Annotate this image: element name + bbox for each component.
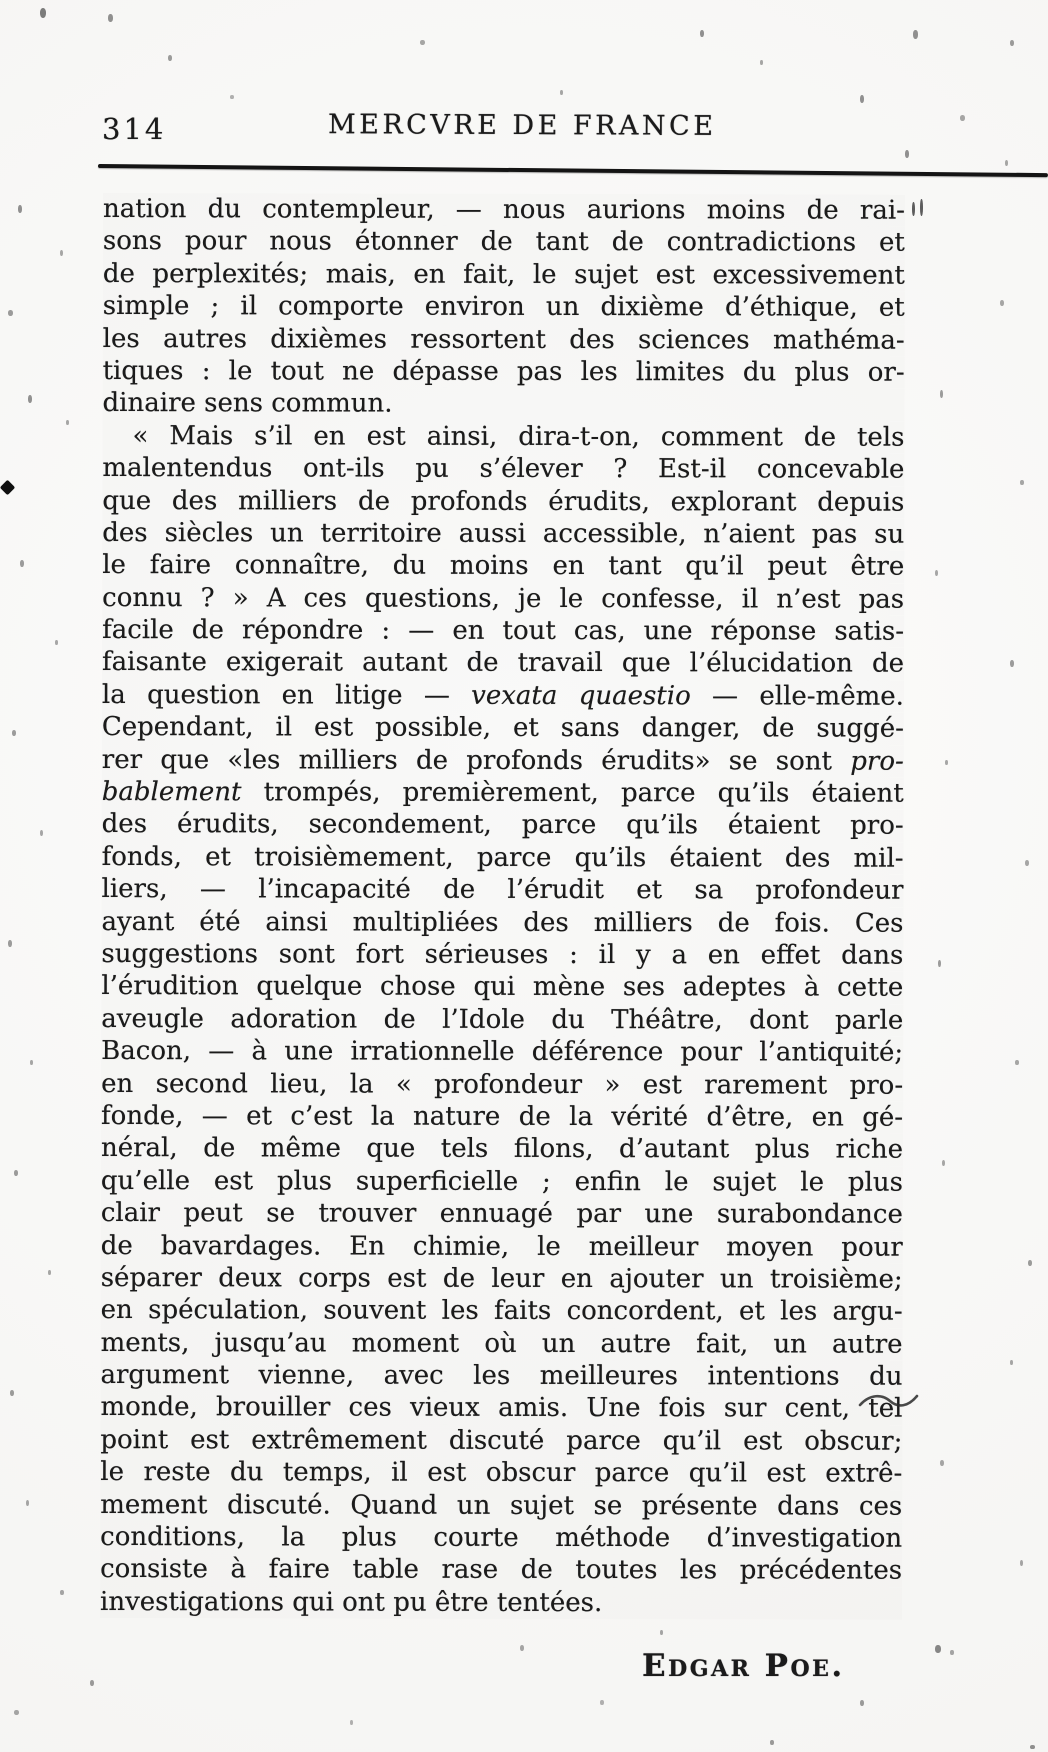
text-line: ments, jusqu’au moment où un autre fait, un autre xyxy=(100,1327,903,1360)
text-line: « Mais s’il en est ainsi, dira-t-on, comment de tels xyxy=(102,420,904,454)
scan-noise xyxy=(60,250,63,256)
scan-noise xyxy=(40,830,43,836)
scan-noise xyxy=(760,60,763,65)
scan-noise xyxy=(912,202,915,216)
text-line: mement discuté. Quand un sujet se présente dans ces xyxy=(100,1489,903,1522)
scan-noise xyxy=(1028,1260,1032,1266)
text-line: nation du contempleur, — nous aurions moins de rai- xyxy=(102,194,905,226)
scan-noise xyxy=(600,1700,604,1705)
text-line: fonds, et troisièmement, parce qu’ils étaient des mil- xyxy=(101,841,904,874)
scan-noise xyxy=(920,199,923,216)
scan-noise xyxy=(26,1500,29,1506)
scan-noise xyxy=(55,640,58,645)
text-line: suggestions sont fort sérieuses : il y a en effet dans xyxy=(101,938,904,971)
scan-noise xyxy=(90,1680,94,1686)
scan-noise xyxy=(1010,1360,1013,1365)
scan-noise xyxy=(1015,1060,1019,1065)
text-line: clair peut se trouver ennuagé par une surabondance xyxy=(100,1198,903,1230)
margin-diamond-mark xyxy=(0,480,15,496)
scan-noise xyxy=(560,90,563,95)
scan-noise xyxy=(1010,660,1014,667)
scan-noise xyxy=(28,395,32,403)
text-line: de bavardages. En chimie, le meilleur moyen pour xyxy=(100,1230,903,1263)
text-block xyxy=(100,193,905,1620)
margin-squiggle-mark xyxy=(858,1390,920,1414)
scan-noise xyxy=(12,730,16,736)
scan-noise xyxy=(1005,160,1008,166)
text-line: Bacon, — à une irrationnelle déférence pour l’antiquité; xyxy=(101,1036,904,1068)
text-line: point est extrêmement discuté parce qu’il est obscur; xyxy=(100,1424,903,1457)
scan-noise xyxy=(935,1645,941,1653)
text-line: le reste du temps, il est obscur parce qu’il est extrê- xyxy=(100,1457,903,1489)
text-line: bablement trompés, premièrement, parce qu’ils étaient xyxy=(101,777,904,809)
text-line: rer que «les milliers de profonds érudits» se sont pro- xyxy=(101,744,904,777)
header-rule xyxy=(98,164,1048,177)
scan-noise xyxy=(168,55,172,61)
text-line: les autres dixièmes ressortent des sciences mathéma- xyxy=(102,323,905,356)
scan-noise xyxy=(520,1645,524,1651)
scan-noise xyxy=(8,940,12,947)
scan-noise xyxy=(938,960,941,967)
text-line: séparer deux corps est de leur en ajouter un troisième; xyxy=(100,1262,903,1295)
text-line: le faire connaître, du moins en tant qu’il peut être xyxy=(102,550,905,582)
journal-title: MERCVRE DE FRANCE xyxy=(327,109,717,142)
text-line: argument vienne, avec les meilleures intentions du xyxy=(100,1360,903,1392)
scan-noise xyxy=(950,1650,954,1655)
text-line: qu’elle est plus superficielle ; enfin le sujet le plus xyxy=(100,1165,903,1198)
text-line: néral, de même que tels filons, d’autant plus riche xyxy=(100,1133,904,1166)
scan-noise xyxy=(30,1060,33,1065)
text-line: faisante exigerait autant de travail que l’élucidation de xyxy=(101,647,905,680)
scan-noise xyxy=(8,310,13,316)
scan-noise xyxy=(700,30,704,37)
text-line: sons pour nous étonner de tant de contradictions et xyxy=(102,226,905,259)
text-line: des érudits, secondement, parce qu’ils étaient pro- xyxy=(101,809,904,842)
text-line: facile de répondre : — en tout cas, une réponse satis- xyxy=(102,615,905,647)
scan-noise xyxy=(350,1720,353,1725)
scan-noise xyxy=(960,115,965,121)
scan-noise xyxy=(935,570,938,576)
scan-noise xyxy=(14,1170,18,1176)
text-line: conditions, la plus courte méthode d’investigation xyxy=(100,1522,903,1554)
scan-noise xyxy=(20,560,24,567)
text-line: l’érudition quelque chose qui mène ses adeptes à cette xyxy=(101,971,904,1004)
scan-noise xyxy=(48,1270,51,1275)
text-line: investigations qui ont pu être tentées. xyxy=(100,1586,902,1620)
text-line: connu ? » A ces questions, je le confesse, il n’est pas xyxy=(102,582,905,615)
scan-noise xyxy=(420,40,425,45)
text-line: ayant été ainsi multipliées des milliers de fois. Ces xyxy=(101,906,904,939)
text-line: des siècles un territoire aussi accessible, n’aient pas su xyxy=(102,517,905,550)
text-line: consiste à faire table rase de toutes les précédentes xyxy=(100,1554,903,1587)
scan-noise xyxy=(942,1160,945,1166)
scan-noise xyxy=(18,205,22,213)
scan-noise xyxy=(108,14,113,22)
text-line: en spéculation, souvent les faits concordent, et les argu- xyxy=(100,1295,903,1327)
scan-noise xyxy=(1000,300,1004,306)
text-line: aveugle adoration de l’Idole du Théâtre, dont parle xyxy=(101,1003,904,1036)
page-number: 314 xyxy=(102,112,167,146)
scan-noise xyxy=(860,1700,864,1706)
scan-noise xyxy=(1030,1745,1035,1749)
text-line: liers, — l’incapacité de l’érudit et sa profondeur xyxy=(101,874,904,906)
text-line: la question en litige — vexata quaestio — elle-même. xyxy=(101,679,904,712)
scan-noise xyxy=(40,8,46,18)
text-line: monde, brouiller ces vieux amis. Une fois sur cent, tel xyxy=(100,1392,903,1425)
scan-noise xyxy=(940,1460,944,1466)
scan-noise xyxy=(913,30,918,39)
scan-noise xyxy=(60,1590,64,1595)
scan-noise xyxy=(860,95,864,103)
text-line: simple ; il comporte environ un dixième d’éthique, et xyxy=(102,291,905,323)
scan-noise xyxy=(1025,860,1029,866)
scan-noise xyxy=(1020,480,1024,485)
scan-noise xyxy=(10,1390,14,1396)
text-line: que des milliers de profonds érudits, explorant depuis xyxy=(102,485,905,518)
scan-noise xyxy=(945,760,948,765)
scan-noise xyxy=(660,1630,663,1635)
text-line: tiques : le tout ne dépasse pas les limites du plus or- xyxy=(102,355,905,388)
scan-noise xyxy=(66,420,69,425)
scan-noise xyxy=(1010,40,1014,46)
scan-noise xyxy=(230,95,234,99)
text-line: Cependant, il est possible, et sans danger, de suggé- xyxy=(101,712,904,744)
signature: Edgar Poe. xyxy=(642,1648,845,1684)
text-line: dinaire sens commun. xyxy=(103,387,905,421)
text-line: fonde, — et c’est la nature de la vérité d’être, en gé- xyxy=(101,1100,904,1133)
scan-noise xyxy=(905,150,909,158)
scan-noise xyxy=(14,1710,19,1715)
text-line: de perplexités; mais, en fait, le sujet est excessivement xyxy=(102,258,905,291)
scan-noise xyxy=(770,1740,774,1745)
text-line: malentendus ont-ils pu s’élever ? Est-il concevable xyxy=(102,453,905,485)
text-line: en second lieu, la « profondeur » est rarement pro- xyxy=(101,1068,904,1101)
scan-noise xyxy=(940,390,943,398)
scan-noise xyxy=(1020,1560,1023,1566)
